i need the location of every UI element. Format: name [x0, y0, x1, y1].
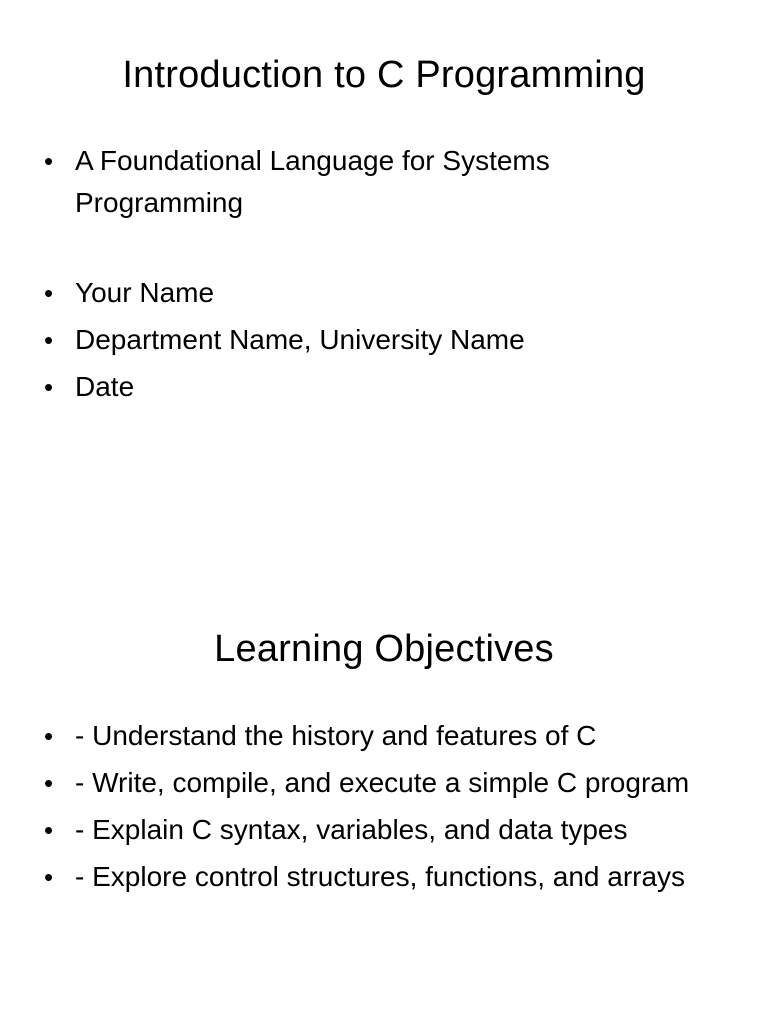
bullet-icon: • — [44, 721, 54, 751]
bullet-text: Your Name — [75, 277, 215, 308]
slide-title: Introduction to C Programming — [122, 54, 646, 96]
bullet-list — [0, 140, 700, 413]
bullet-item — [0, 715, 700, 757]
bullet-item — [0, 856, 700, 898]
slide-title: Learning Objectives — [214, 628, 554, 670]
bullet-text: Department Name, University Name — [75, 324, 525, 355]
bullet-text: A Foundational Language for Systems Programming — [75, 145, 550, 218]
bullet-icon: • — [44, 372, 54, 402]
bullet-item-author — [0, 272, 700, 314]
bullet-icon: • — [44, 146, 54, 176]
bullet-item-affiliation — [0, 319, 700, 361]
bullet-list — [0, 715, 700, 903]
slide-learning-objectives — [0, 512, 768, 1024]
bullet-item — [0, 809, 700, 851]
bullet-icon: • — [44, 325, 54, 355]
bullet-text: - Understand the history and features of C — [75, 720, 597, 751]
bullet-icon: • — [44, 768, 54, 798]
bullet-item-date — [0, 366, 700, 408]
bullet-text: Date — [75, 371, 135, 402]
bullet-icon: • — [44, 815, 54, 845]
bullet-icon: • — [44, 278, 54, 308]
bullet-text: - Write, compile, and execute a simple C program — [75, 767, 690, 798]
bullet-text: - Explain C syntax, variables, and data types — [75, 814, 628, 845]
bullet-text: - Explore control structures, functions, and arrays — [75, 861, 686, 892]
bullet-icon: • — [44, 862, 54, 892]
bullet-item-subtitle — [0, 140, 700, 224]
bullet-item — [0, 762, 700, 804]
